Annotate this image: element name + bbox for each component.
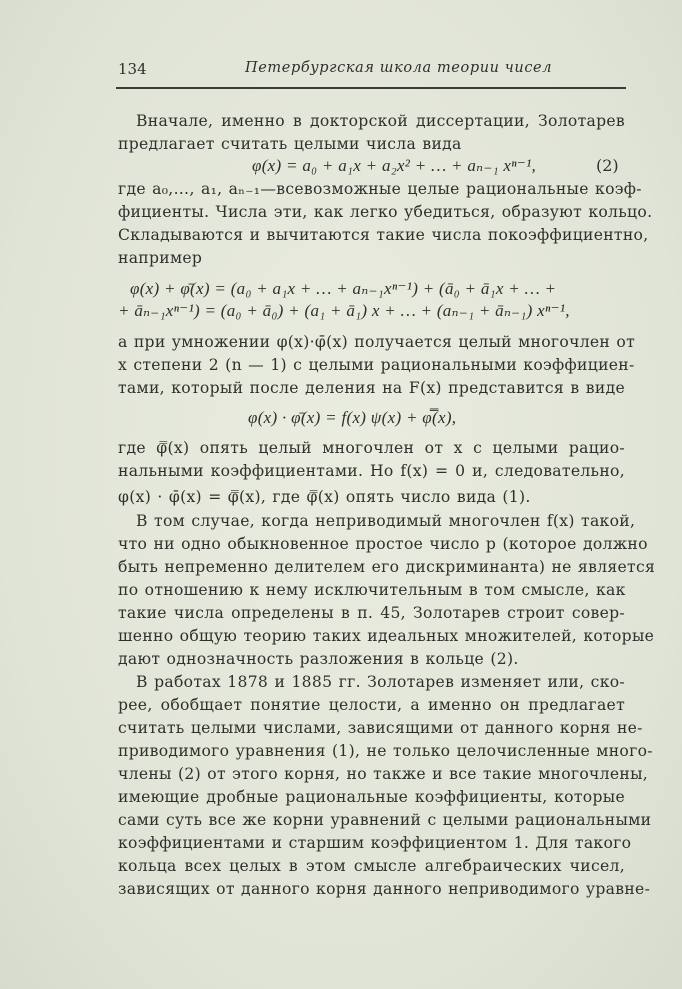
text-line: сами суть все же корни уравнений с целыми рациональными [118,811,652,829]
text-line: нальными коэффициентами. Но f(x) = 0 и, следовательно, [118,462,625,480]
text-line: зависящих от данного корня данного неприводимого уравне- [118,880,651,898]
page-number: 134 [118,60,147,78]
text-line: кольца всех целых в этом смысле алгебраических чисел, [118,857,625,875]
text-line: имеющие дробные рациональные коэффициенты, которые [118,788,625,806]
text-line: фициенты. Числа эти, как легко убедиться, образуют кольцо. [118,203,653,221]
text-line: такие числа определены в п. 45, Золотарев строит совер- [118,604,625,622]
text-line: предлагает считать целыми числа вида [118,135,462,153]
text-line: приводимого уравнения (1), не только целочисленные много- [118,742,653,760]
header-rule [116,87,626,89]
text-line: В работах 1878 и 1885 гг. Золотарев изменяет или, ско- [136,673,625,691]
text-line: быть непременно делителем его дискриминанта) не является [118,558,656,576]
text-line: что ни одно обыкновенное простое число p (которое должно [118,535,648,553]
text-line: Складываются и вычитаются такие числа покоэффициентно, [118,226,649,244]
text-line: где a₀,…, a₁, aₙ₋₁—всевозможные целые рациональные коэф- [118,180,642,198]
text-line: Вначале, именно в докторской диссертации, Золотарев [136,112,625,130]
text-line: дают однозначность разложения в кольце (2). [118,650,519,668]
formula-sum-line-2: + āₙ₋₁xⁿ⁻¹) = (a₀ + ā₀) + (a₁ + ā₁) x + … + (aₙ₋₁ + āₙ₋₁) xⁿ⁻¹, [118,301,570,320]
text-line: рее, обобщает понятие целости, а именно он предлагает [118,696,625,714]
formula-sum-line-1: φ(x) + φ̄(x) = (a₀ + a₁x + … + aₙ₋₁xⁿ⁻¹) + (ā₀ + ā₁x + … + [130,279,557,298]
text-line: коэффициентами и старшим коэффициентом 1. Для такого [118,834,632,852]
equation-number: (2) [596,156,619,175]
running-title: Петербургская школа теории чисел [245,60,553,76]
text-line: φ(x) · φ̄(x) = φ̿(x), где φ̿(x) опять число вида (1). [118,488,531,506]
text-line: шенно общую теорию таких идеальных множителей, которые [118,627,655,645]
text-line: тами, который после деления на F(x) представится в виде [118,379,625,397]
text-line: где φ̿(x) опять целый многочлен от x с целыми рацио- [118,439,625,457]
formula-2: φ(x) = a₀ + a₁x + a₂x² + … + aₙ₋₁ xⁿ⁻¹, [252,156,537,175]
text-line: а при умножении φ(x)·φ̄(x) получается целый многочлен от [118,333,636,351]
text-line: по отношению к нему исключительным в том смысле, как [118,581,626,599]
text-line: В том случае, когда неприводимый многочлен f(x) такой, [136,512,636,530]
text-line: например [118,249,203,267]
formula-product: φ(x) · φ̄(x) = f(x) ψ(x) + φ̿(x), [248,408,457,427]
text-line: считать целыми числами, зависящими от данного корня не- [118,719,643,737]
text-line: члены (2) от этого корня, но также и все такие многочлены, [118,765,649,783]
text-line: x степени 2 (n — 1) с целыми рациональными коэффициен- [118,356,635,374]
